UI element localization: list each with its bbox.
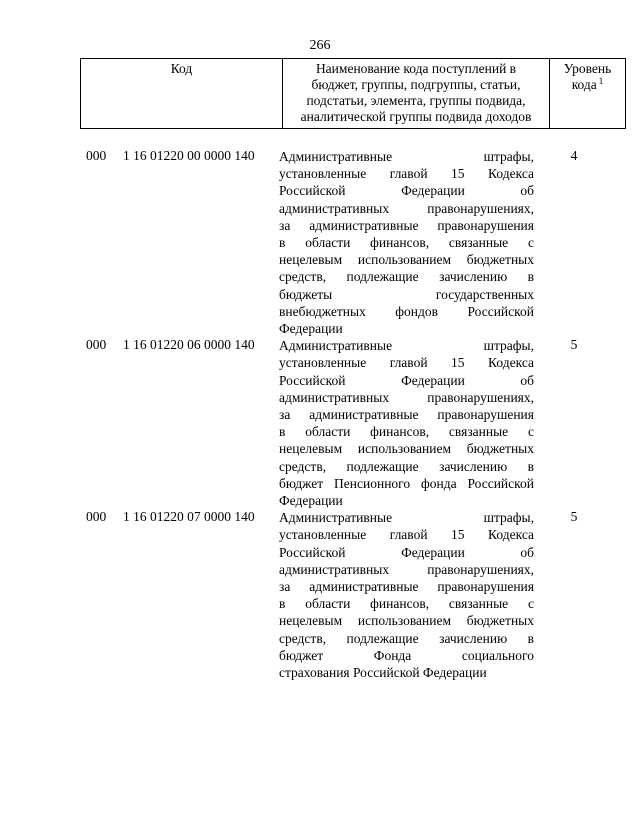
row-name-line: Российской Федерации об [279, 372, 534, 388]
header-level-line2 [553, 77, 622, 93]
row-name-line: средств, подлежащие зачислению в [279, 458, 534, 474]
row-code: 1 16 01220 07 0000 140 [123, 509, 255, 525]
row-prefix: 000 [86, 148, 107, 163]
row-name-line: Федерации [279, 320, 343, 336]
row-name-line: установленные главой 15 Кодекса [279, 527, 534, 543]
row-name-line: в области финансов, связанные с [279, 596, 534, 612]
row-name [279, 337, 534, 509]
row-name-line: административных правонарушениях, [279, 561, 534, 577]
row-name-line: нецелевым использованием бюджетных [279, 613, 534, 629]
row-name-line: Административные штрафы, [279, 338, 534, 354]
header-name-line: аналитической группы подвида доходов [300, 109, 532, 124]
row-name-line: средств, подлежащие зачислению в [279, 269, 534, 285]
row-name [279, 509, 534, 681]
row-name-line: за административные правонарушения [279, 217, 534, 233]
footnote-marker: 1 [598, 75, 604, 86]
row-name-line: административных правонарушениях, [279, 200, 534, 216]
header-level [550, 59, 626, 129]
row-name-line: бюджет Пенсионного фонда Российской [279, 475, 534, 491]
row-name-line: средств, подлежащие зачислению в [279, 630, 534, 646]
header-code [81, 59, 283, 129]
row-name-line: установленные главой 15 Кодекса [279, 355, 534, 371]
row-name-line: в области финансов, связанные с [279, 234, 534, 250]
row-name-line: Российской Федерации об [279, 183, 534, 199]
header-name-line: бюджет, группы, подгруппы, статьи, [311, 77, 521, 92]
header-name-line: подстатьи, элемента, группы подвида, [306, 93, 526, 108]
row-name-line: административных правонарушениях, [279, 389, 534, 405]
row-level: 5 [570, 509, 578, 525]
header-level-label-2: кода [571, 77, 597, 92]
row-level: 4 [570, 148, 578, 163]
row-code: 1 16 01220 00 0000 140 [123, 148, 255, 163]
row-name-line: за административные правонарушения [279, 406, 534, 422]
row-level: 5 [570, 337, 578, 353]
row-name-line: в области финансов, связанные с [279, 424, 534, 440]
header-level-label: Уровень [563, 61, 612, 76]
row-name-line: установленные главой 15 Кодекса [279, 166, 534, 182]
row-name-line: страхования Российской Федерации [279, 664, 487, 680]
row-name-line: нецелевым использованием бюджетных [279, 252, 534, 268]
header-code-label: Код [170, 61, 193, 76]
row-name-line: Федерации [279, 492, 343, 508]
row-name-line: внебюджетных фондов Российской [279, 303, 534, 319]
row-name-line: Административные штрафы, [279, 149, 534, 164]
header-name-line: Наименование кода поступлений в [315, 61, 517, 76]
row-code: 1 16 01220 06 0000 140 [123, 337, 255, 353]
row-name-line: Российской Федерации об [279, 544, 534, 560]
row-name [279, 148, 534, 337]
table-header [80, 58, 626, 129]
row-name-line: за административные правонарушения [279, 578, 534, 594]
header-name [283, 59, 550, 129]
row-name-line: нецелевым использованием бюджетных [279, 441, 534, 457]
row-name-line: бюджет Фонда социального [279, 647, 534, 663]
row-name-line: бюджеты государственных [279, 286, 534, 302]
row-prefix: 000 [86, 337, 107, 353]
row-name-line: Административные штрафы, [279, 510, 534, 526]
page-number: 266 [309, 38, 331, 53]
row-prefix: 000 [86, 509, 107, 525]
